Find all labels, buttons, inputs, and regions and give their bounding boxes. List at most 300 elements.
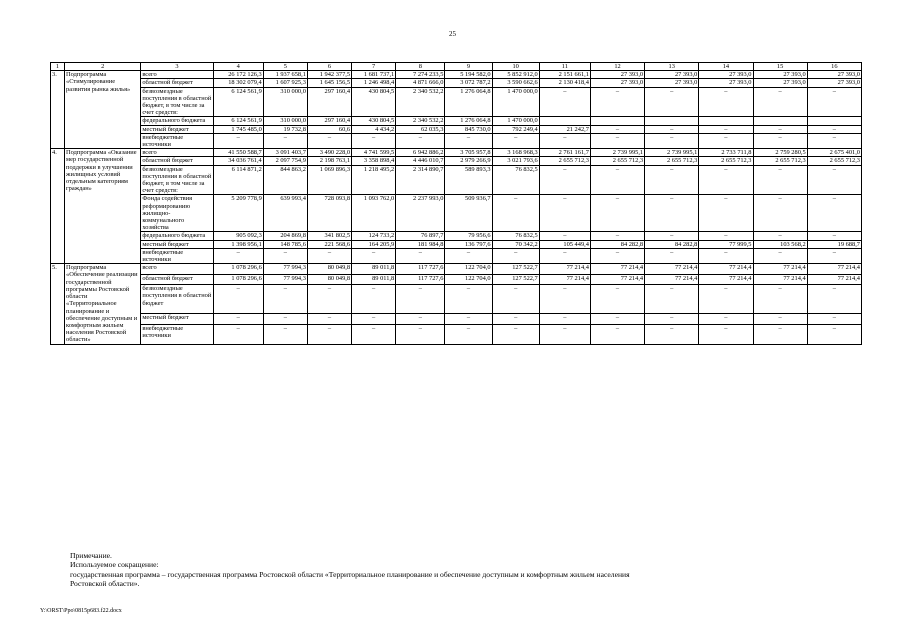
- subprogram-name: Подпрограмма «Обеспечение реализации государственной программы Ростовской области «Территориальное планирование и обеспечение доступным и комфортным жильем населения Ростовской области»: [65, 264, 141, 344]
- value-cell: 80 049,8: [307, 274, 351, 285]
- value-cell: –: [263, 324, 307, 344]
- value-cell: 103 568,2: [753, 240, 807, 248]
- value-cell: 117 727,6: [396, 264, 445, 275]
- value-cell: 1 681 737,1: [352, 71, 396, 79]
- value-cell: [699, 117, 753, 125]
- value-cell: 1 069 896,3: [307, 165, 351, 195]
- value-cell: –: [753, 125, 807, 133]
- value-cell: 2 314 890,7: [396, 165, 445, 195]
- value-cell: 76 832,5: [492, 232, 539, 240]
- value-cell: 89 011,8: [352, 274, 396, 285]
- value-cell: –: [753, 324, 807, 344]
- note-abbrev-text-cont: Ростовской области».: [70, 579, 140, 589]
- value-cell: –: [699, 133, 753, 148]
- value-cell: –: [539, 314, 590, 325]
- value-cell: –: [590, 195, 644, 232]
- value-cell: 4 446 010,7: [396, 157, 445, 165]
- page-number: 25: [449, 30, 456, 38]
- value-cell: 62 035,3: [396, 125, 445, 133]
- subprogram-name: Подпрограмма «Стимулирование развития рынка жилья»: [65, 71, 141, 149]
- value-cell: –: [753, 87, 807, 117]
- value-cell: 341 802,5: [307, 232, 351, 240]
- value-cell: 1 093 762,0: [352, 195, 396, 232]
- value-cell: 84 282,8: [590, 240, 644, 248]
- value-cell: –: [263, 314, 307, 325]
- value-cell: –: [539, 285, 590, 314]
- value-cell: –: [539, 195, 590, 232]
- value-cell: 77 214,4: [539, 264, 590, 275]
- value-cell: –: [590, 324, 644, 344]
- value-cell: 1 470 000,0: [492, 87, 539, 117]
- value-cell: –: [539, 248, 590, 263]
- value-cell: 41 550 588,7: [213, 149, 263, 157]
- value-cell: 1 276 064,8: [445, 117, 492, 125]
- value-cell: –: [645, 285, 699, 314]
- value-cell: 1 398 956,1: [213, 240, 263, 248]
- value-cell: –: [492, 285, 539, 314]
- funding-source-label: безвозмездные поступления в областной бюджет, в том числе за счет средств:: [142, 165, 212, 195]
- value-cell: 77 214,4: [699, 274, 753, 285]
- funding-source-label: Фонда содействия реформированию жилищно-коммунального хозяйства: [141, 195, 213, 232]
- value-cell: –: [307, 285, 351, 314]
- file-path: Y:\ORST\Ppo\0815p683.f22.docx: [40, 608, 122, 614]
- value-cell: 18 302 079,4: [213, 79, 263, 87]
- value-cell: 2 733 711,8: [699, 149, 753, 157]
- value-cell: –: [753, 314, 807, 325]
- value-cell: 27 393,0: [590, 71, 644, 79]
- value-cell: 2 759 280,5: [753, 149, 807, 157]
- value-cell: 2 655 712,3: [590, 157, 644, 165]
- value-cell: [539, 117, 590, 125]
- value-cell: 27 393,0: [590, 79, 644, 87]
- value-cell: 77 214,4: [645, 274, 699, 285]
- funding-source-label: безвозмездные поступления в областной бюджет: [141, 285, 213, 314]
- header-cell: 5: [263, 63, 307, 71]
- value-cell: –: [753, 285, 807, 314]
- value-cell: 1 607 925,3: [263, 79, 307, 87]
- value-cell: 77 994,3: [263, 264, 307, 275]
- note-title: Примечание.: [70, 551, 112, 560]
- header-cell: 1: [51, 63, 65, 71]
- value-cell: 1 942 377,5: [307, 71, 351, 79]
- value-cell: 2 761 161,7: [539, 149, 590, 157]
- value-cell: 2 130 418,4: [539, 79, 590, 87]
- value-cell: –: [263, 133, 307, 148]
- value-cell: –: [213, 324, 263, 344]
- table-row: [51, 117, 862, 125]
- header-cell: 9: [445, 63, 492, 71]
- header-cell: 3: [141, 63, 213, 71]
- value-cell: –: [699, 87, 753, 117]
- value-cell: 2 739 995,1: [645, 149, 699, 157]
- value-cell: 27 393,0: [807, 79, 861, 87]
- value-cell: 5 209 778,9: [213, 195, 263, 232]
- funding-source-label: областной бюджет: [141, 79, 213, 87]
- value-cell: 297 160,4: [307, 117, 351, 125]
- value-cell: 6 942 886,2: [396, 149, 445, 157]
- value-cell: –: [590, 165, 644, 195]
- header-cell: 12: [590, 63, 644, 71]
- value-cell: –: [590, 314, 644, 325]
- value-cell: –: [645, 133, 699, 148]
- value-cell: –: [753, 195, 807, 232]
- value-cell: –: [213, 285, 263, 314]
- header-cell: 6: [307, 63, 351, 71]
- table-row: [51, 133, 862, 148]
- table-row: [51, 125, 862, 133]
- value-cell: 77 214,4: [590, 264, 644, 275]
- value-cell: 3 590 662,6: [492, 79, 539, 87]
- value-cell: –: [699, 125, 753, 133]
- header-cell: 2: [65, 63, 141, 71]
- value-cell: 1 078 296,6: [213, 274, 263, 285]
- value-cell: –: [396, 314, 445, 325]
- value-cell: –: [396, 324, 445, 344]
- funding-source-label: местный бюджет: [141, 240, 213, 248]
- value-cell: –: [645, 165, 699, 195]
- value-cell: 3 705 957,8: [445, 149, 492, 157]
- value-cell: 3 021 793,6: [492, 157, 539, 165]
- value-cell: 60,6: [307, 125, 351, 133]
- value-cell: 122 704,0: [445, 264, 492, 275]
- value-cell: –: [699, 324, 753, 344]
- value-cell: –: [645, 232, 699, 240]
- value-cell: 4 434,2: [352, 125, 396, 133]
- table-row: [51, 240, 862, 248]
- table-row: [51, 79, 862, 87]
- value-cell: 181 984,8: [396, 240, 445, 248]
- value-cell: 2 198 763,1: [307, 157, 351, 165]
- value-cell: 589 893,3: [445, 165, 492, 195]
- value-cell: 26 172 126,3: [213, 71, 263, 79]
- value-cell: –: [307, 248, 351, 263]
- value-cell: –: [645, 324, 699, 344]
- value-cell: –: [539, 324, 590, 344]
- value-cell: 77 999,5: [699, 240, 753, 248]
- value-cell: 297 160,4: [307, 87, 351, 117]
- funding-source-label: местный бюджет: [141, 314, 213, 325]
- value-cell: 127 522,7: [492, 274, 539, 285]
- value-cell: –: [539, 165, 590, 195]
- table-row: [51, 232, 862, 240]
- value-cell: –: [807, 232, 861, 240]
- value-cell: 1 276 064,8: [445, 87, 492, 117]
- value-cell: 2 340 532,2: [396, 87, 445, 117]
- value-cell: 639 993,4: [263, 195, 307, 232]
- value-cell: 19 688,7: [807, 240, 861, 248]
- funding-source-label: областной бюджет: [141, 274, 213, 285]
- value-cell: 2 237 993,0: [396, 195, 445, 232]
- value-cell: 204 869,8: [263, 232, 307, 240]
- funding-source-label: всего: [141, 264, 213, 275]
- value-cell: [753, 117, 807, 125]
- funding-source-label: местный бюджет: [141, 125, 213, 133]
- value-cell: –: [807, 314, 861, 325]
- value-cell: 430 804,5: [352, 117, 396, 125]
- value-cell: –: [753, 133, 807, 148]
- value-cell: –: [213, 314, 263, 325]
- value-cell: –: [539, 87, 590, 117]
- value-cell: –: [807, 133, 861, 148]
- value-cell: –: [590, 232, 644, 240]
- value-cell: –: [445, 133, 492, 148]
- value-cell: 430 804,5: [352, 87, 396, 117]
- value-cell: 89 011,8: [352, 264, 396, 275]
- value-cell: 2 097 754,9: [263, 157, 307, 165]
- value-cell: –: [590, 125, 644, 133]
- value-cell: [590, 117, 644, 125]
- value-cell: –: [213, 248, 263, 263]
- value-cell: –: [396, 133, 445, 148]
- value-cell: –: [492, 324, 539, 344]
- funding-source-label: внебюджетные источники: [141, 133, 213, 148]
- funding-source-label: внебюджетные источники: [141, 324, 213, 344]
- value-cell: –: [539, 232, 590, 240]
- value-cell: 34 036 761,4: [213, 157, 263, 165]
- value-cell: –: [807, 248, 861, 263]
- value-cell: 1 246 498,4: [352, 79, 396, 87]
- value-cell: 7 274 233,5: [396, 71, 445, 79]
- value-cell: 1 470 000,0: [492, 117, 539, 125]
- value-cell: –: [352, 324, 396, 344]
- header-cell: 14: [699, 63, 753, 71]
- value-cell: 792 249,4: [492, 125, 539, 133]
- table-row: [51, 71, 862, 79]
- value-cell: 77 214,4: [807, 274, 861, 285]
- value-cell: 27 393,0: [699, 79, 753, 87]
- subprogram-number: 3.: [51, 71, 65, 149]
- value-cell: –: [807, 87, 861, 117]
- value-cell: –: [352, 133, 396, 148]
- value-cell: 27 393,0: [699, 71, 753, 79]
- subprogram-name: Подпрограмма «Оказание мер государственной поддержки в улучшении жилищных условий отдельным категориям граждан»: [65, 149, 141, 264]
- value-cell: –: [807, 165, 861, 195]
- funding-source-label: внебюджетные источники: [141, 248, 213, 263]
- value-cell: –: [445, 248, 492, 263]
- value-cell: 1 218 495,2: [352, 165, 396, 195]
- value-cell: 148 785,6: [263, 240, 307, 248]
- header-cell: 4: [213, 63, 263, 71]
- header-cell: 8: [396, 63, 445, 71]
- header-cell: 11: [539, 63, 590, 71]
- value-cell: 2 979 266,9: [445, 157, 492, 165]
- value-cell: 164 205,9: [352, 240, 396, 248]
- table-row: [51, 165, 862, 195]
- value-cell: –: [645, 125, 699, 133]
- value-cell: –: [807, 285, 861, 314]
- value-cell: –: [807, 324, 861, 344]
- value-cell: 1 078 296,6: [213, 264, 263, 275]
- value-cell: 4 741 599,5: [352, 149, 396, 157]
- value-cell: 1 645 156,5: [307, 79, 351, 87]
- value-cell: –: [445, 285, 492, 314]
- value-cell: 2 340 532,2: [396, 117, 445, 125]
- value-cell: –: [753, 165, 807, 195]
- value-cell: 27 393,0: [753, 71, 807, 79]
- value-cell: –: [699, 232, 753, 240]
- value-cell: –: [263, 248, 307, 263]
- value-cell: 77 214,4: [699, 264, 753, 275]
- value-cell: 310 000,0: [263, 87, 307, 117]
- value-cell: –: [753, 232, 807, 240]
- value-cell: 6 124 561,9: [213, 87, 263, 117]
- value-cell: 27 393,0: [753, 79, 807, 87]
- value-cell: –: [445, 324, 492, 344]
- value-cell: 2 655 712,3: [645, 157, 699, 165]
- value-cell: 122 704,0: [445, 274, 492, 285]
- value-cell: 76 897,7: [396, 232, 445, 240]
- value-cell: –: [645, 87, 699, 117]
- value-cell: 3 490 228,0: [307, 149, 351, 157]
- value-cell: –: [445, 314, 492, 325]
- value-cell: 3 072 787,2: [445, 79, 492, 87]
- value-cell: 2 655 712,3: [539, 157, 590, 165]
- value-cell: 80 049,8: [307, 264, 351, 275]
- value-cell: –: [352, 248, 396, 263]
- value-cell: 844 863,2: [263, 165, 307, 195]
- value-cell: –: [590, 87, 644, 117]
- value-cell: –: [213, 133, 263, 148]
- value-cell: 509 936,7: [445, 195, 492, 232]
- value-cell: 845 730,0: [445, 125, 492, 133]
- value-cell: 117 727,6: [396, 274, 445, 285]
- value-cell: 6 124 561,9: [213, 117, 263, 125]
- value-cell: –: [492, 133, 539, 148]
- value-cell: 79 956,6: [445, 232, 492, 240]
- value-cell: –: [307, 314, 351, 325]
- value-cell: 77 214,4: [753, 274, 807, 285]
- notes: [70, 551, 870, 589]
- value-cell: –: [699, 248, 753, 263]
- funding-source-label: областной бюджет: [141, 157, 213, 165]
- value-cell: 76 832,5: [492, 165, 539, 195]
- table-row: [51, 157, 862, 165]
- value-cell: –: [307, 133, 351, 148]
- value-cell: –: [807, 195, 861, 232]
- value-cell: 2 655 712,3: [807, 157, 861, 165]
- value-cell: 136 797,6: [445, 240, 492, 248]
- table-row: [51, 324, 862, 344]
- value-cell: 77 994,3: [263, 274, 307, 285]
- value-cell: –: [263, 285, 307, 314]
- value-cell: 1 745 485,0: [213, 125, 263, 133]
- value-cell: 19 732,8: [263, 125, 307, 133]
- value-cell: 27 393,0: [807, 71, 861, 79]
- value-cell: 6 114 871,2: [213, 165, 263, 195]
- header-cell: 13: [645, 63, 699, 71]
- value-cell: 77 214,4: [807, 264, 861, 275]
- value-cell: [807, 117, 861, 125]
- budget-table: [50, 62, 862, 345]
- value-cell: –: [590, 248, 644, 263]
- value-cell: –: [699, 195, 753, 232]
- value-cell: 3 168 968,3: [492, 149, 539, 157]
- header-row: [51, 63, 862, 71]
- note-abbrev-text: государственная программа – государственная программа Ростовской области «Территориальное планирование и обеспечение доступным и комфортным жильем населения: [70, 569, 630, 579]
- value-cell: –: [396, 248, 445, 263]
- header-cell: 7: [352, 63, 396, 71]
- value-cell: –: [807, 125, 861, 133]
- funding-source-label: федерального бюджета: [141, 117, 213, 125]
- value-cell: 77 214,4: [753, 264, 807, 275]
- value-cell: –: [645, 314, 699, 325]
- value-cell: 3 358 898,4: [352, 157, 396, 165]
- value-cell: 4 871 666,0: [396, 79, 445, 87]
- value-cell: 221 568,6: [307, 240, 351, 248]
- value-cell: –: [396, 285, 445, 314]
- header-cell: 15: [753, 63, 807, 71]
- table-row: [51, 149, 862, 157]
- table-row: [51, 285, 862, 314]
- value-cell: 84 282,8: [645, 240, 699, 248]
- subprogram-number: 4.: [51, 149, 65, 264]
- funding-source-label: всего: [141, 149, 213, 157]
- value-cell: 2 675 401,0: [807, 149, 861, 157]
- value-cell: –: [590, 133, 644, 148]
- value-cell: 27 393,0: [645, 71, 699, 79]
- value-cell: –: [645, 195, 699, 232]
- header-cell: 16: [807, 63, 861, 71]
- value-cell: 70 342,2: [492, 240, 539, 248]
- value-cell: [645, 117, 699, 125]
- value-cell: –: [699, 165, 753, 195]
- subprogram-number: 5.: [51, 264, 65, 344]
- value-cell: 1 937 658,1: [263, 71, 307, 79]
- funding-source-label: всего: [141, 71, 213, 79]
- funding-source-label: федерального бюджета: [141, 232, 213, 240]
- value-cell: –: [492, 314, 539, 325]
- value-cell: 310 000,0: [263, 117, 307, 125]
- value-cell: 728 093,8: [307, 195, 351, 232]
- value-cell: –: [699, 285, 753, 314]
- value-cell: –: [307, 324, 351, 344]
- table-row: [51, 195, 862, 232]
- value-cell: 105 449,4: [539, 240, 590, 248]
- value-cell: –: [753, 248, 807, 263]
- value-cell: 2 655 712,3: [753, 157, 807, 165]
- value-cell: –: [590, 285, 644, 314]
- value-cell: 27 393,0: [645, 79, 699, 87]
- value-cell: –: [539, 133, 590, 148]
- value-cell: –: [492, 248, 539, 263]
- table-row: [51, 87, 862, 117]
- value-cell: –: [352, 285, 396, 314]
- value-cell: 124 733,2: [352, 232, 396, 240]
- value-cell: 77 214,4: [590, 274, 644, 285]
- header-cell: 10: [492, 63, 539, 71]
- table-row: [51, 264, 862, 275]
- table-row: [51, 314, 862, 325]
- value-cell: 21 242,7: [539, 125, 590, 133]
- value-cell: 3 091 403,7: [263, 149, 307, 157]
- value-cell: 2 739 995,1: [590, 149, 644, 157]
- value-cell: 2 151 661,1: [539, 71, 590, 79]
- table-row: [51, 274, 862, 285]
- note-abbrev-heading: Используемое сокращение:: [70, 560, 159, 570]
- value-cell: 2 655 712,3: [699, 157, 753, 165]
- value-cell: 5 194 582,0: [445, 71, 492, 79]
- value-cell: 77 214,4: [645, 264, 699, 275]
- value-cell: –: [699, 314, 753, 325]
- value-cell: –: [352, 314, 396, 325]
- table-row: [51, 248, 862, 263]
- value-cell: 905 092,3: [213, 232, 263, 240]
- value-cell: –: [645, 248, 699, 263]
- value-cell: 77 214,4: [539, 274, 590, 285]
- value-cell: 127 522,7: [492, 264, 539, 275]
- value-cell: –: [492, 195, 539, 232]
- funding-source-label: безвозмездные поступления в областной бюджет, в том числе за счет средств:: [142, 87, 212, 117]
